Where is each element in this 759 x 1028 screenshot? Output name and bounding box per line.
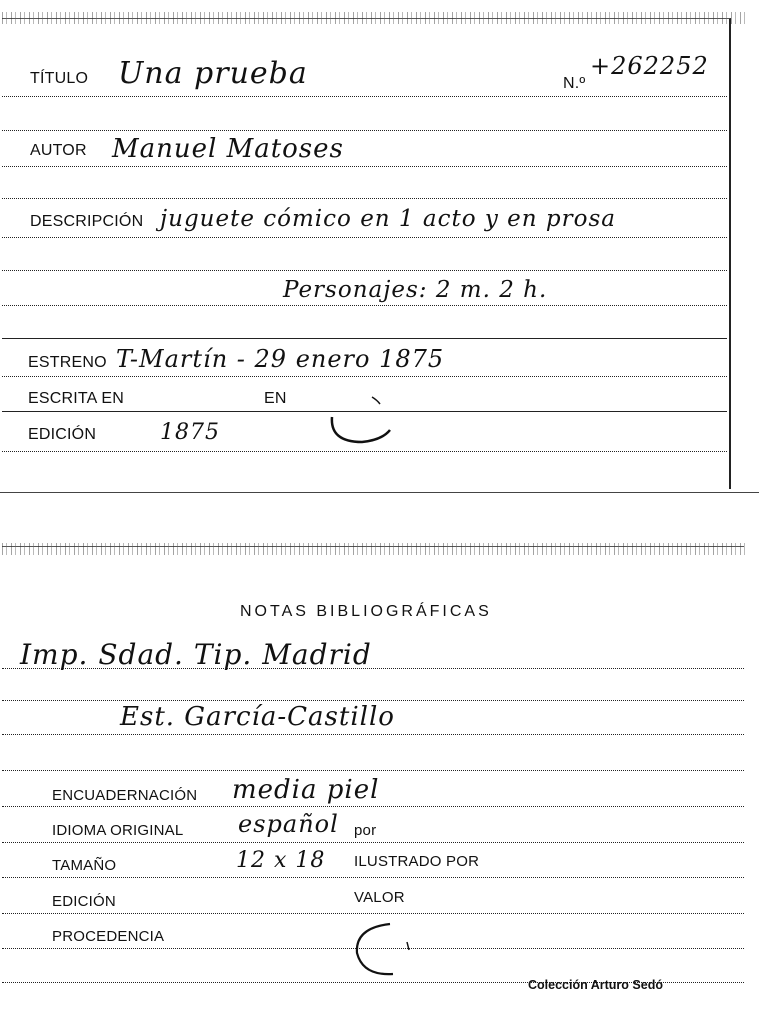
autor-label: AUTOR	[30, 142, 87, 159]
tamano-value: 12 x 18	[236, 848, 326, 873]
escrita-en-label: ESCRITA EN	[28, 390, 124, 407]
rule-line	[2, 770, 744, 771]
descripcion-value: juguete cómico en 1 acto y en prosa	[160, 206, 616, 232]
note-line-1: Imp. Sdad. Tip. Madrid	[20, 638, 372, 671]
procedencia-label: PROCEDENCIA	[52, 928, 165, 945]
rule-line	[2, 198, 727, 199]
titulo-value: Una prueba	[118, 56, 308, 91]
idioma-label: IDIOMA ORIGINAL	[52, 822, 184, 839]
card-bottom-edge	[2, 543, 747, 555]
rule-line	[2, 913, 744, 914]
en-label: EN	[264, 390, 287, 407]
rule-line	[2, 376, 727, 377]
stamp-mark	[345, 918, 425, 980]
collection-label: Colección Arturo Sedó	[528, 978, 663, 992]
encuadernacion-value: media piel	[232, 775, 380, 805]
encuadernacion-label: ENCUADERNACIÓN	[52, 787, 198, 804]
tamano-label: TAMAÑO	[52, 857, 117, 874]
stamp-mark	[322, 392, 402, 452]
autor-value: Manuel Matoses	[112, 134, 344, 164]
valor-label: VALOR	[354, 889, 405, 906]
descripcion-value-2: Personajes: 2 m. 2 h.	[283, 277, 548, 303]
rule-line	[2, 338, 727, 339]
idioma-value: español	[238, 810, 339, 838]
numero-value: +262252	[590, 52, 709, 80]
edicion-label: EDICIÓN	[28, 426, 97, 443]
rule-line	[2, 270, 727, 271]
por-label: por	[354, 822, 377, 839]
ilustrado-label: ILUSTRADO POR	[354, 853, 480, 870]
edicion-bottom-label: EDICIÓN	[52, 893, 116, 910]
titulo-label: TÍTULO	[30, 70, 89, 87]
card-separator	[0, 492, 759, 493]
rule-line	[2, 237, 727, 238]
descripcion-label: DESCRIPCIÓN	[30, 213, 144, 230]
rule-line	[2, 668, 744, 669]
rule-line	[2, 734, 744, 735]
estreno-value: T-Martín - 29 enero 1875	[116, 345, 445, 373]
rule-line	[2, 96, 727, 97]
note-line-2: Est. García-Castillo	[120, 702, 395, 732]
rule-line	[2, 842, 744, 843]
rule-line	[2, 305, 727, 306]
edicion-value: 1875	[160, 420, 220, 445]
rule-line	[2, 806, 744, 807]
rule-line	[2, 130, 727, 131]
rule-line	[2, 700, 744, 701]
rule-line	[2, 877, 744, 878]
estreno-label: ESTRENO	[28, 354, 107, 371]
card-top-edge	[2, 12, 747, 24]
notas-heading: NOTAS BIBLIOGRÁFICAS	[240, 603, 492, 620]
rule-line	[2, 166, 727, 167]
numero-label: N.º	[563, 75, 586, 92]
